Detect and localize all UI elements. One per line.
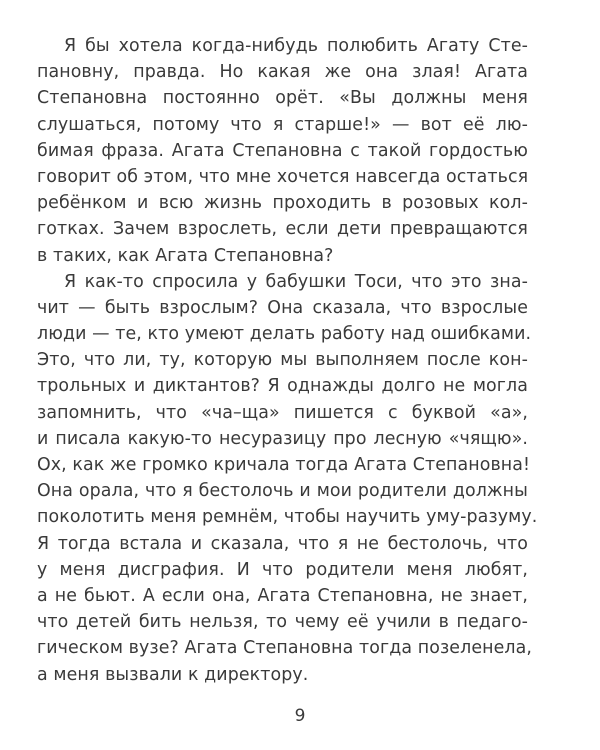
text-line: трольных и диктантов? Я однажды долго не могла xyxy=(37,376,528,397)
text-line: говорит об этом, что мне хочется навсегда остаться xyxy=(37,166,529,187)
text-line: бимая фраза. Агата Степановна с такой гордостью xyxy=(37,140,528,161)
body-text xyxy=(37,33,538,688)
text-line: Я тогда встала и сказала, что я не бестолочь, что xyxy=(37,533,528,554)
text-line: Это, что ли, ту, которую мы выполняем после кон- xyxy=(37,350,528,371)
text-line: а меня вызвали к директору. xyxy=(37,664,309,685)
text-line: чит — быть взрослым? Она сказала, что взрослые xyxy=(37,297,528,318)
text-line: люди — те, кто умеют делать работу над ошибками. xyxy=(37,324,532,345)
text-line: у меня дисграфия. И что родители меня любят, xyxy=(37,559,528,580)
text-line: Ох, как же громко кричала тогда Агата Степановна! xyxy=(37,455,531,475)
text-line: в таких, как Агата Степановна? xyxy=(37,245,334,266)
text-line: слушаться, потому что я старше!» — вот её лю- xyxy=(37,114,528,135)
text-line: а не бьют. А если она, Агата Степановна, не знает, xyxy=(37,585,528,606)
page-number: 9 xyxy=(294,706,306,726)
text-line: готках. Зачем взрослеть, если дети превращаются xyxy=(37,219,528,240)
text-line: Я бы хотела когда-нибудь полюбить Агату Сте- xyxy=(64,36,528,56)
text-line: запомнить, что «ча–ща» пишется с буквой «а», xyxy=(37,402,528,423)
text-line: Степановна постоянно орёт. «Вы должны меня xyxy=(37,88,528,109)
text-line: гическом вузе? Агата Степановна тогда позеленела, xyxy=(37,638,532,659)
text-line: ребёнком и всю жизнь проходить в розовых кол- xyxy=(37,193,528,214)
text-line: и писала какую-то несуразицу про лесную «чящю». xyxy=(37,428,528,449)
text-line: что детей бить нельзя, то чему её учили в педаго- xyxy=(37,612,528,633)
text-line: Она орала, что я бестолочь и мои родители должны xyxy=(37,481,528,502)
text-line: пановну, правда. Но какая же она злая! Агата xyxy=(37,62,528,83)
text-line: Я как-то спросила у бабушки Тоси, что это зна- xyxy=(64,271,528,292)
text-line: поколотить меня ремнём, чтобы научить уму-разуму. xyxy=(37,507,538,528)
